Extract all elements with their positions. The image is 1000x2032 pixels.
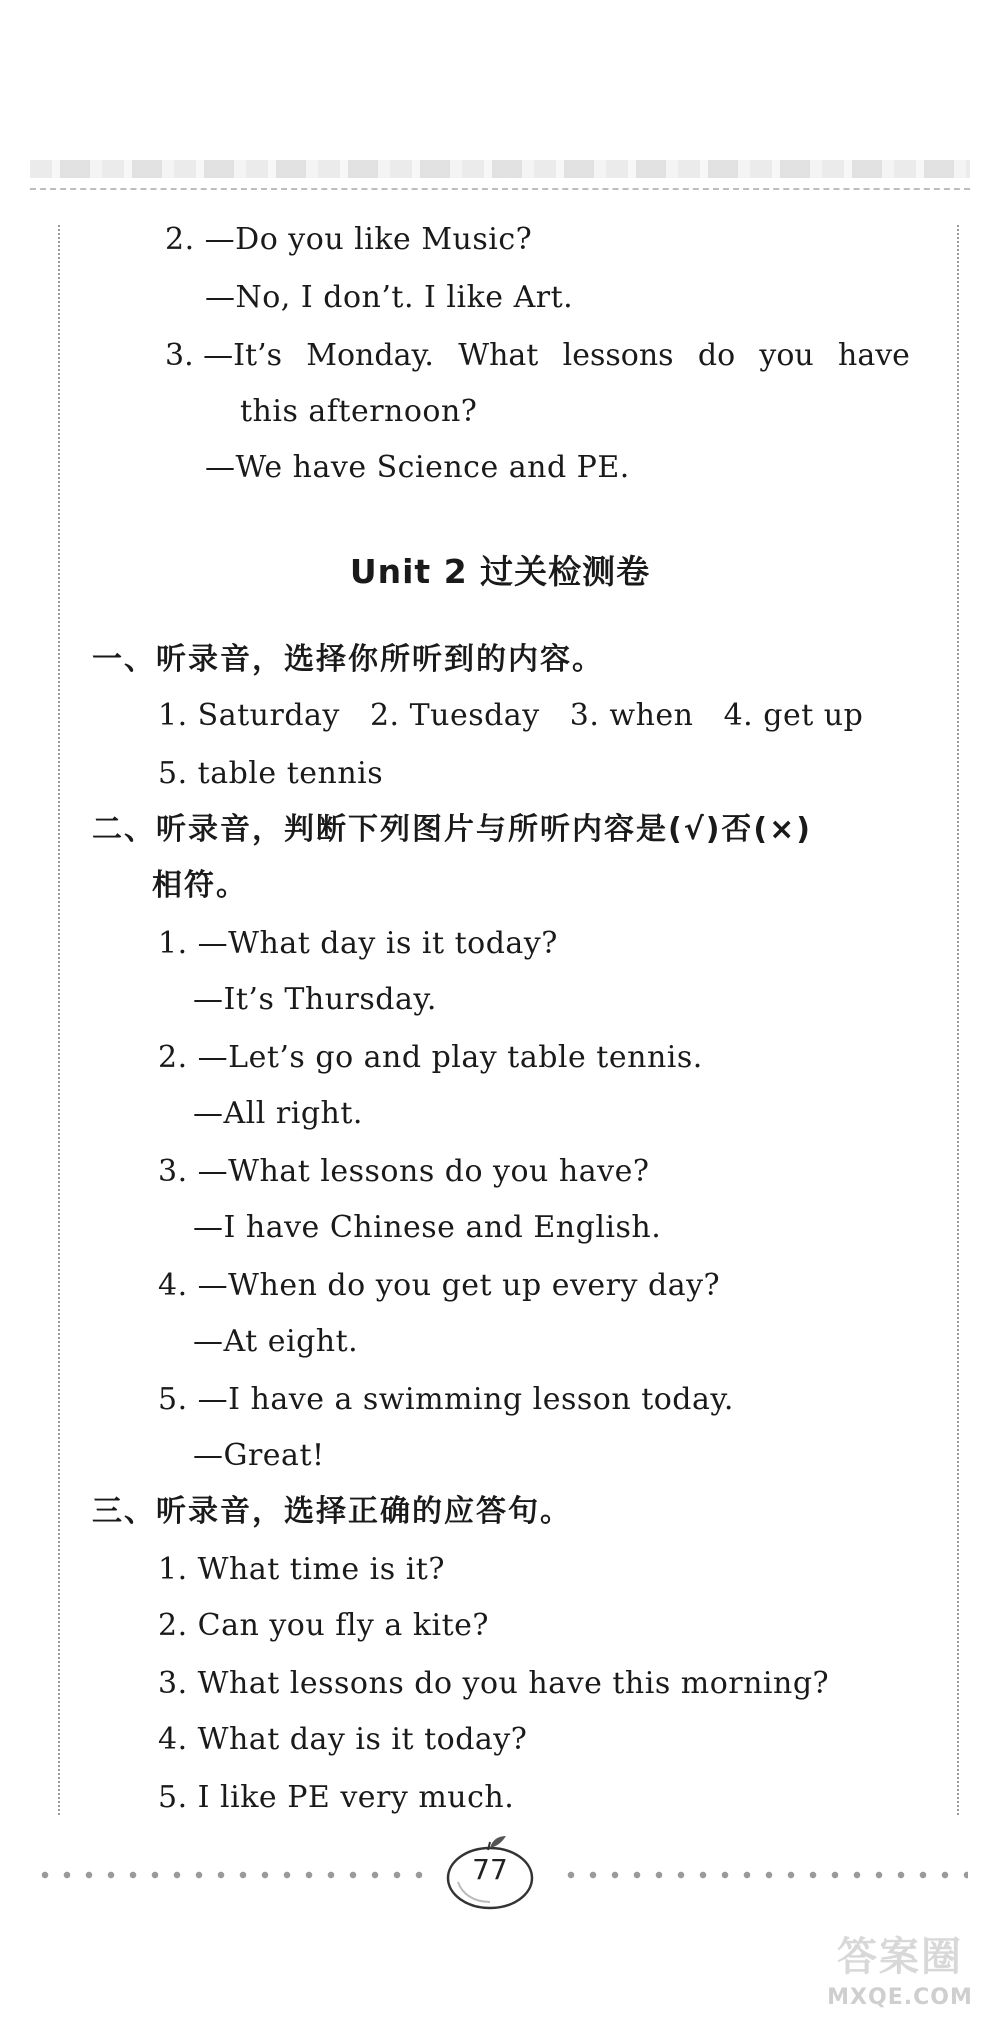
part2-item5-question: 5. —I have a swimming lesson today. xyxy=(158,1382,734,1417)
part2-heading-cont: 相符。 xyxy=(152,868,248,903)
right-margin-line xyxy=(957,225,959,1815)
unit-title: Unit 2 过关检测卷 xyxy=(349,552,651,591)
part1-options-line1: 1. Saturday 2. Tuesday 3. when 4. get up xyxy=(158,698,864,733)
prev-q3-answer: —We have Science and PE. xyxy=(205,450,630,485)
word: Monday. xyxy=(306,338,434,373)
word: 3. —It’s xyxy=(165,338,282,373)
part3-item5: 5. I like PE very much. xyxy=(158,1780,515,1815)
part2-item3-answer: —I have Chinese and English. xyxy=(193,1210,662,1245)
part3-item2: 2. Can you fly a kite? xyxy=(158,1608,489,1643)
header-decoration xyxy=(30,160,970,178)
footer-dots-right xyxy=(560,1866,968,1884)
part2-item1-question: 1. —What day is it today? xyxy=(158,926,558,961)
word: do xyxy=(697,338,736,373)
part2-item2-answer: —All right. xyxy=(193,1096,363,1131)
prev-q3-question-line1 xyxy=(165,338,910,374)
part2-item4-question: 4. —When do you get up every day? xyxy=(158,1268,721,1303)
part1-heading: 一、听录音，选择你所听到的内容。 xyxy=(92,642,604,677)
part3-heading: 三、听录音，选择正确的应答句。 xyxy=(92,1494,572,1529)
prev-q2-answer: —No, I don’t. I like Art. xyxy=(205,280,574,315)
footer-dots-left xyxy=(34,1866,434,1884)
prev-q3-question-line2: this afternoon? xyxy=(240,394,478,429)
word: What xyxy=(458,338,539,373)
part3-item4: 4. What day is it today? xyxy=(158,1722,528,1757)
page-number: 77 xyxy=(472,1853,508,1886)
part3-item3: 3. What lessons do you have this morning? xyxy=(158,1666,830,1701)
part2-item4-answer: —At eight. xyxy=(193,1324,359,1359)
part3-item1: 1. What time is it? xyxy=(158,1552,445,1587)
part2-heading: 二、听录音，判断下列图片与所听内容是(√)否(×) xyxy=(92,812,812,847)
watermark-logo: 答案圈 xyxy=(837,1934,963,1980)
part2-item3-question: 3. —What lessons do you have? xyxy=(158,1154,650,1189)
part2-item1-answer: —It’s Thursday. xyxy=(193,982,437,1017)
word: lessons xyxy=(562,338,674,373)
prev-q2-question: 2. —Do you like Music? xyxy=(165,222,533,257)
watermark-url: MXQE.COM xyxy=(827,1985,973,2010)
header-divider xyxy=(30,188,970,190)
left-margin-line xyxy=(58,225,60,1815)
part2-item2-question: 2. —Let’s go and play table tennis. xyxy=(158,1040,703,1075)
part2-item5-answer: —Great! xyxy=(193,1438,325,1473)
part1-options-line2: 5. table tennis xyxy=(158,756,384,791)
word: have xyxy=(838,338,910,373)
word: you xyxy=(759,338,814,373)
